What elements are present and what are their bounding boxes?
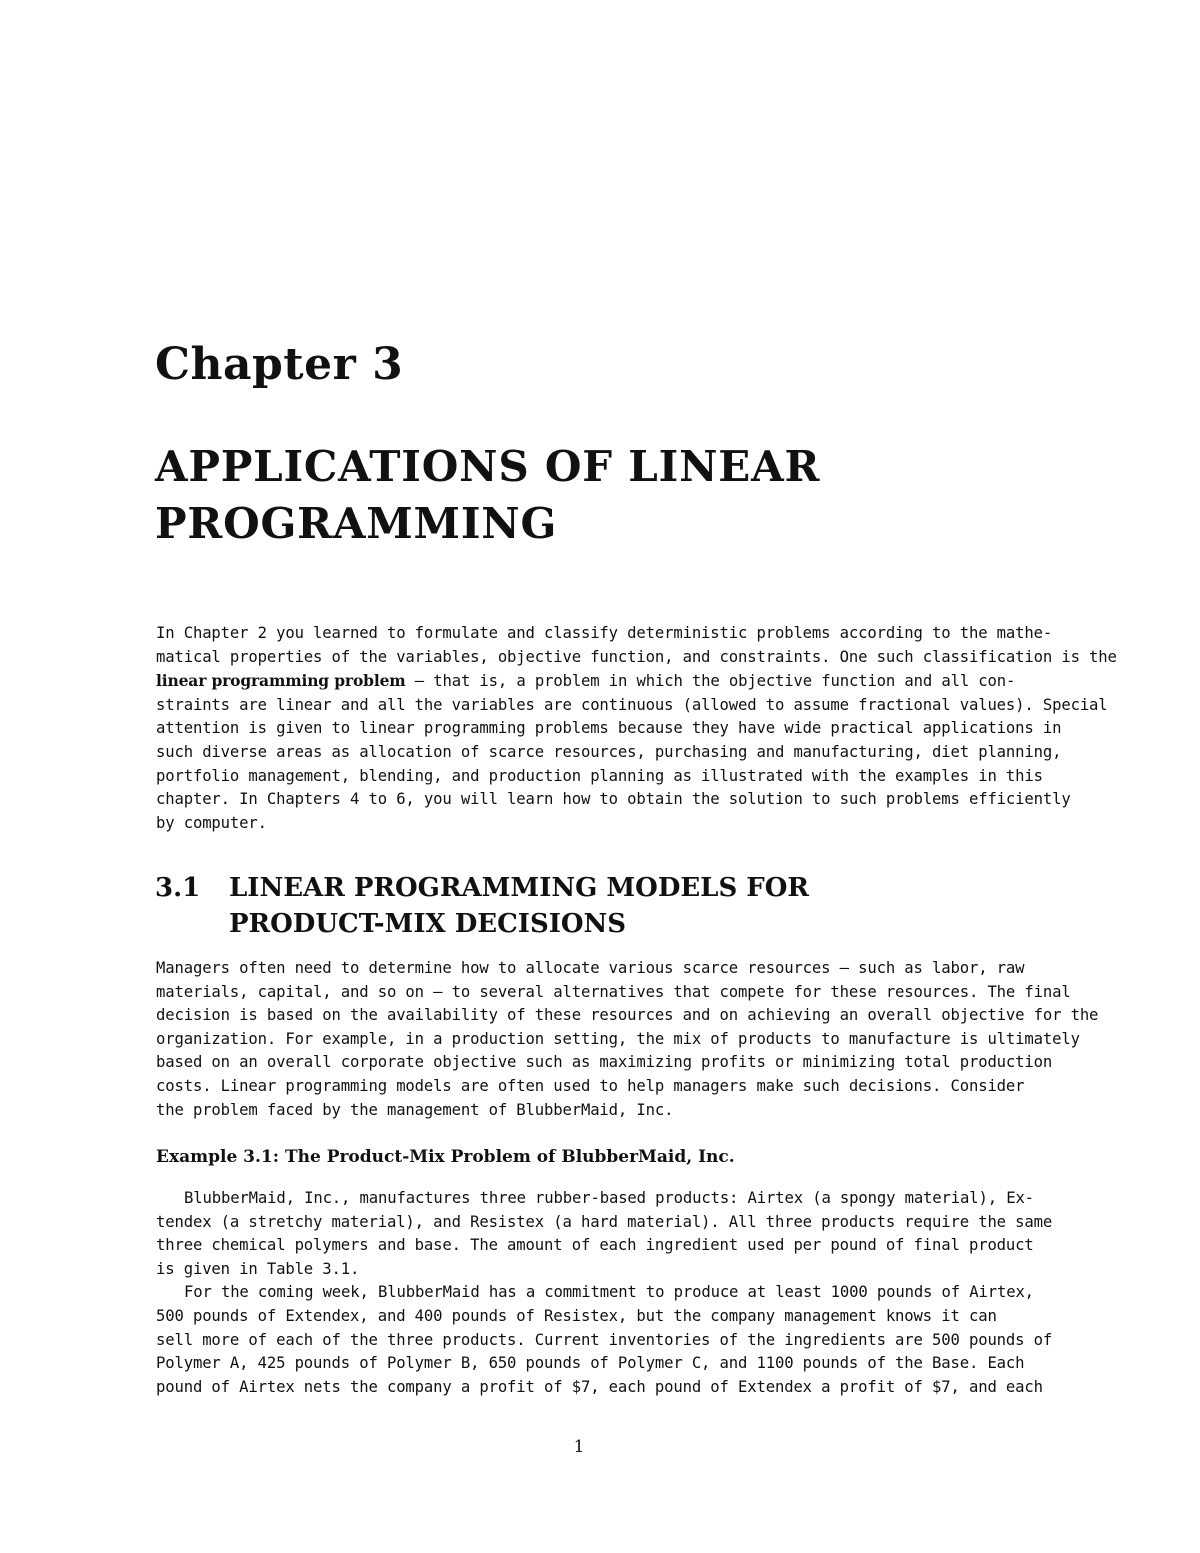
paragraph-line: materials, capital, and so on – to several alternatives that compete for these resources. The final	[156, 982, 1071, 1001]
paragraph-line: sell more of each of the three products. Current inventories of the ingredients are 500 pounds of	[156, 1330, 1053, 1349]
paragraph-line: Managers often need to determine how to allocate various scarce resources – such as labor, raw	[156, 959, 1025, 977]
paragraph-line: chapter. In Chapters 4 to 6, you will learn how to obtain the solution to such problems efficiently	[156, 790, 1071, 809]
section-paragraph	[156, 957, 1099, 1122]
paragraph-line: pound of Airtex nets the company a profit of $7, each pound of Extendex a profit of $7, and each	[156, 1377, 1043, 1396]
example-body	[156, 1187, 1053, 1399]
paragraph-line: by computer.	[156, 813, 267, 832]
paragraph-line: Polymer A, 425 pounds of Polymer B, 650 pounds of Polymer C, and 1100 pounds of the Base. Each	[156, 1354, 1025, 1373]
paragraph-line: matical properties of the variables, objective function, and constraints. One such classification is the	[156, 647, 1117, 666]
paragraph-line-text: – that is, a problem in which the objective function and all con-	[405, 672, 1016, 691]
paragraph-line	[156, 669, 1016, 694]
paragraph-line: costs. Linear programming models are often used to help managers make such decisions. Consider	[156, 1076, 1025, 1095]
chapter-title	[155, 438, 1055, 552]
key-term: linear programming problem	[156, 671, 406, 691]
paragraph-line: three chemical polymers and base. The amount of each ingredient used per pound of final product	[156, 1236, 1034, 1255]
paragraph-line: is given in Table 3.1.	[156, 1259, 360, 1278]
paragraph-line: the problem faced by the management of BlubberMaid, Inc.	[156, 1100, 674, 1119]
chapter-title-line: APPLICATIONS OF LINEAR	[155, 442, 821, 491]
paragraph-line: attention is given to linear programming problems because they have wide practical applications in	[156, 719, 1062, 738]
paragraph-line: 500 pounds of Extendex, and 400 pounds of Resistex, but the company management knows it can	[156, 1306, 997, 1325]
section-number: 3.1	[155, 873, 201, 903]
paragraph-line: In Chapter 2 you learned to formulate and classify deterministic problems according to the mathe-	[156, 624, 1053, 642]
paragraph-line: organization. For example, in a production setting, the mix of products to manufacture is ultimately	[156, 1029, 1080, 1048]
paragraph-line: straints are linear and all the variables are continuous (allowed to assume fractional values). Special	[156, 695, 1108, 714]
paragraph-line: portfolio management, blending, and production planning as illustrated with the examples in this	[156, 766, 1043, 785]
example-heading: Example 3.1: The Product-Mix Problem of BlubberMaid, Inc.	[156, 1147, 735, 1167]
paragraph-line: decision is based on the availability of these resources and on achieving an overall objective for the	[156, 1006, 1099, 1025]
chapter-title-line: PROGRAMMING	[155, 499, 558, 548]
page-number: 1	[573, 1437, 585, 1457]
paragraph-line: such diverse areas as allocation of scarce resources, purchasing and manufacturing, diet planning,	[156, 742, 1062, 761]
paragraph-line: based on an overall corporate objective such as maximizing profits or minimizing total production	[156, 1053, 1053, 1072]
section-title-line: LINEAR PROGRAMMING MODELS FOR	[229, 873, 810, 903]
paragraph-line: BlubberMaid, Inc., manufactures three rubber-based products: Airtex (a spongy material), Ex-	[184, 1189, 1034, 1207]
paragraph-line: tendex (a stretchy material), and Resistex (a hard material). All three products require the same	[156, 1212, 1053, 1231]
paragraph-line: For the coming week, BlubberMaid has a commitment to produce at least 1000 pounds of Airtex,	[184, 1283, 1034, 1302]
section-title-line: PRODUCT-MIX DECISIONS	[229, 909, 627, 939]
chapter-label: Chapter 3	[155, 339, 404, 390]
intro-paragraph	[156, 622, 1117, 835]
